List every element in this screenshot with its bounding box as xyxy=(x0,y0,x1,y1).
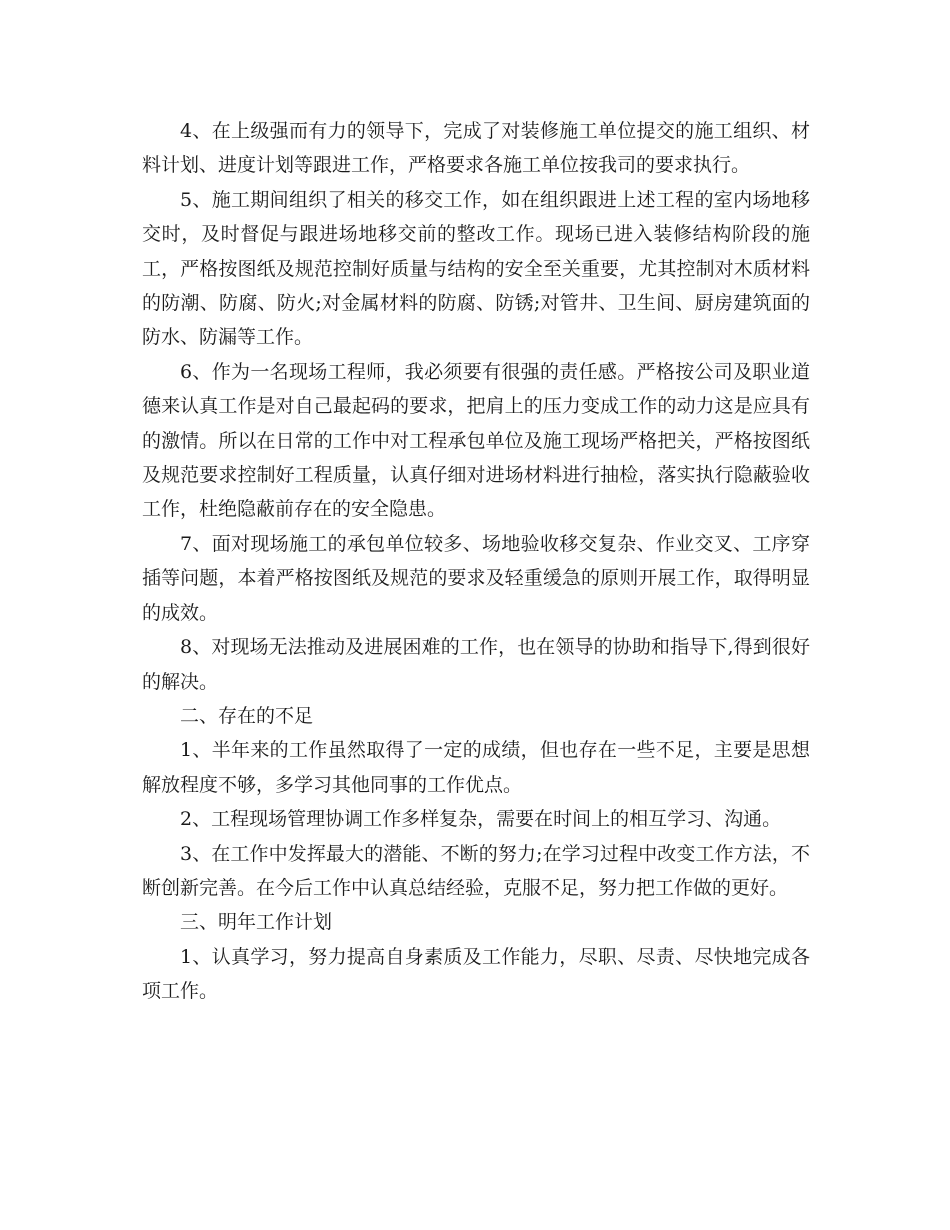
paragraph-plan-1: 1、认真学习，努力提高自身素质及工作能力，尽职、尽责、尽快地完成各项工作。 xyxy=(142,945,810,1003)
paragraph-shortcoming-1: 1、半年来的工作虽然取得了一定的成绩，但也存在一些不足，主要是思想解放程度不够，多学习其他同事的工作优点。 xyxy=(142,739,810,796)
section-heading-shortcomings: 二、存在的不足 xyxy=(180,704,314,727)
paragraph-item-8: 8、对现场无法推动及进展困难的工作，也在领导的协助和指导下,得到很好的解决。 xyxy=(142,636,810,693)
paragraph-item-6: 6、作为一名现场工程师，我必须要有很强的责任感。严格按公司及职业道德来认真工作是对自己最起码的要求，把肩上的压力变成工作的动力这是应具有的激情。所以在日常的工作中对工程承包单位及施工现场严格把关，严格按图纸及规范要求控制好工程质量，认真仔细对进场材料进行抽检，落实执行隐蔽验收工作，杜绝隐蔽前存在的安全隐患。 xyxy=(142,360,810,521)
paragraph-item-4: 4、在上级强而有力的领导下，完成了对装修施工单位提交的施工组织、材料计划、进度计划等跟进工作，严格要求各施工单位按我司的要求执行。 xyxy=(142,120,810,177)
paragraph-shortcoming-3: 3、在工作中发挥最大的潜能、不断的努力;在学习过程中改变工作方法，不断创新完善。在今后工作中认真总结经验，克服不足，努力把工作做的更好。 xyxy=(142,842,810,899)
document-body xyxy=(142,114,810,1009)
paragraph-item-7: 7、面对现场施工的承包单位较多、场地验收移交复杂、作业交叉、工序穿插等问题，本着严格按图纸及规范的要求及轻重缓急的原则开展工作，取得明显的成效。 xyxy=(142,532,810,624)
section-heading-next-year-plan: 三、明年工作计划 xyxy=(180,911,333,934)
paragraph-item-5: 5、施工期间组织了相关的移交工作，如在组织跟进上述工程的室内场地移交时，及时督促与跟进场地移交前的整改工作。现场已进入装修结构阶段的施工，严格按图纸及规范控制好质量与结构的安全至关重要，尤其控制对木质材料的防潮、防腐、防火;对金属材料的防腐、防锈;对管井、卫生间、厨房建筑面的防水、防漏等工作。 xyxy=(142,188,810,349)
paragraph-shortcoming-2: 2、工程现场管理协调工作多样复杂，需要在时间上的相互学习、沟通。 xyxy=(180,808,782,831)
